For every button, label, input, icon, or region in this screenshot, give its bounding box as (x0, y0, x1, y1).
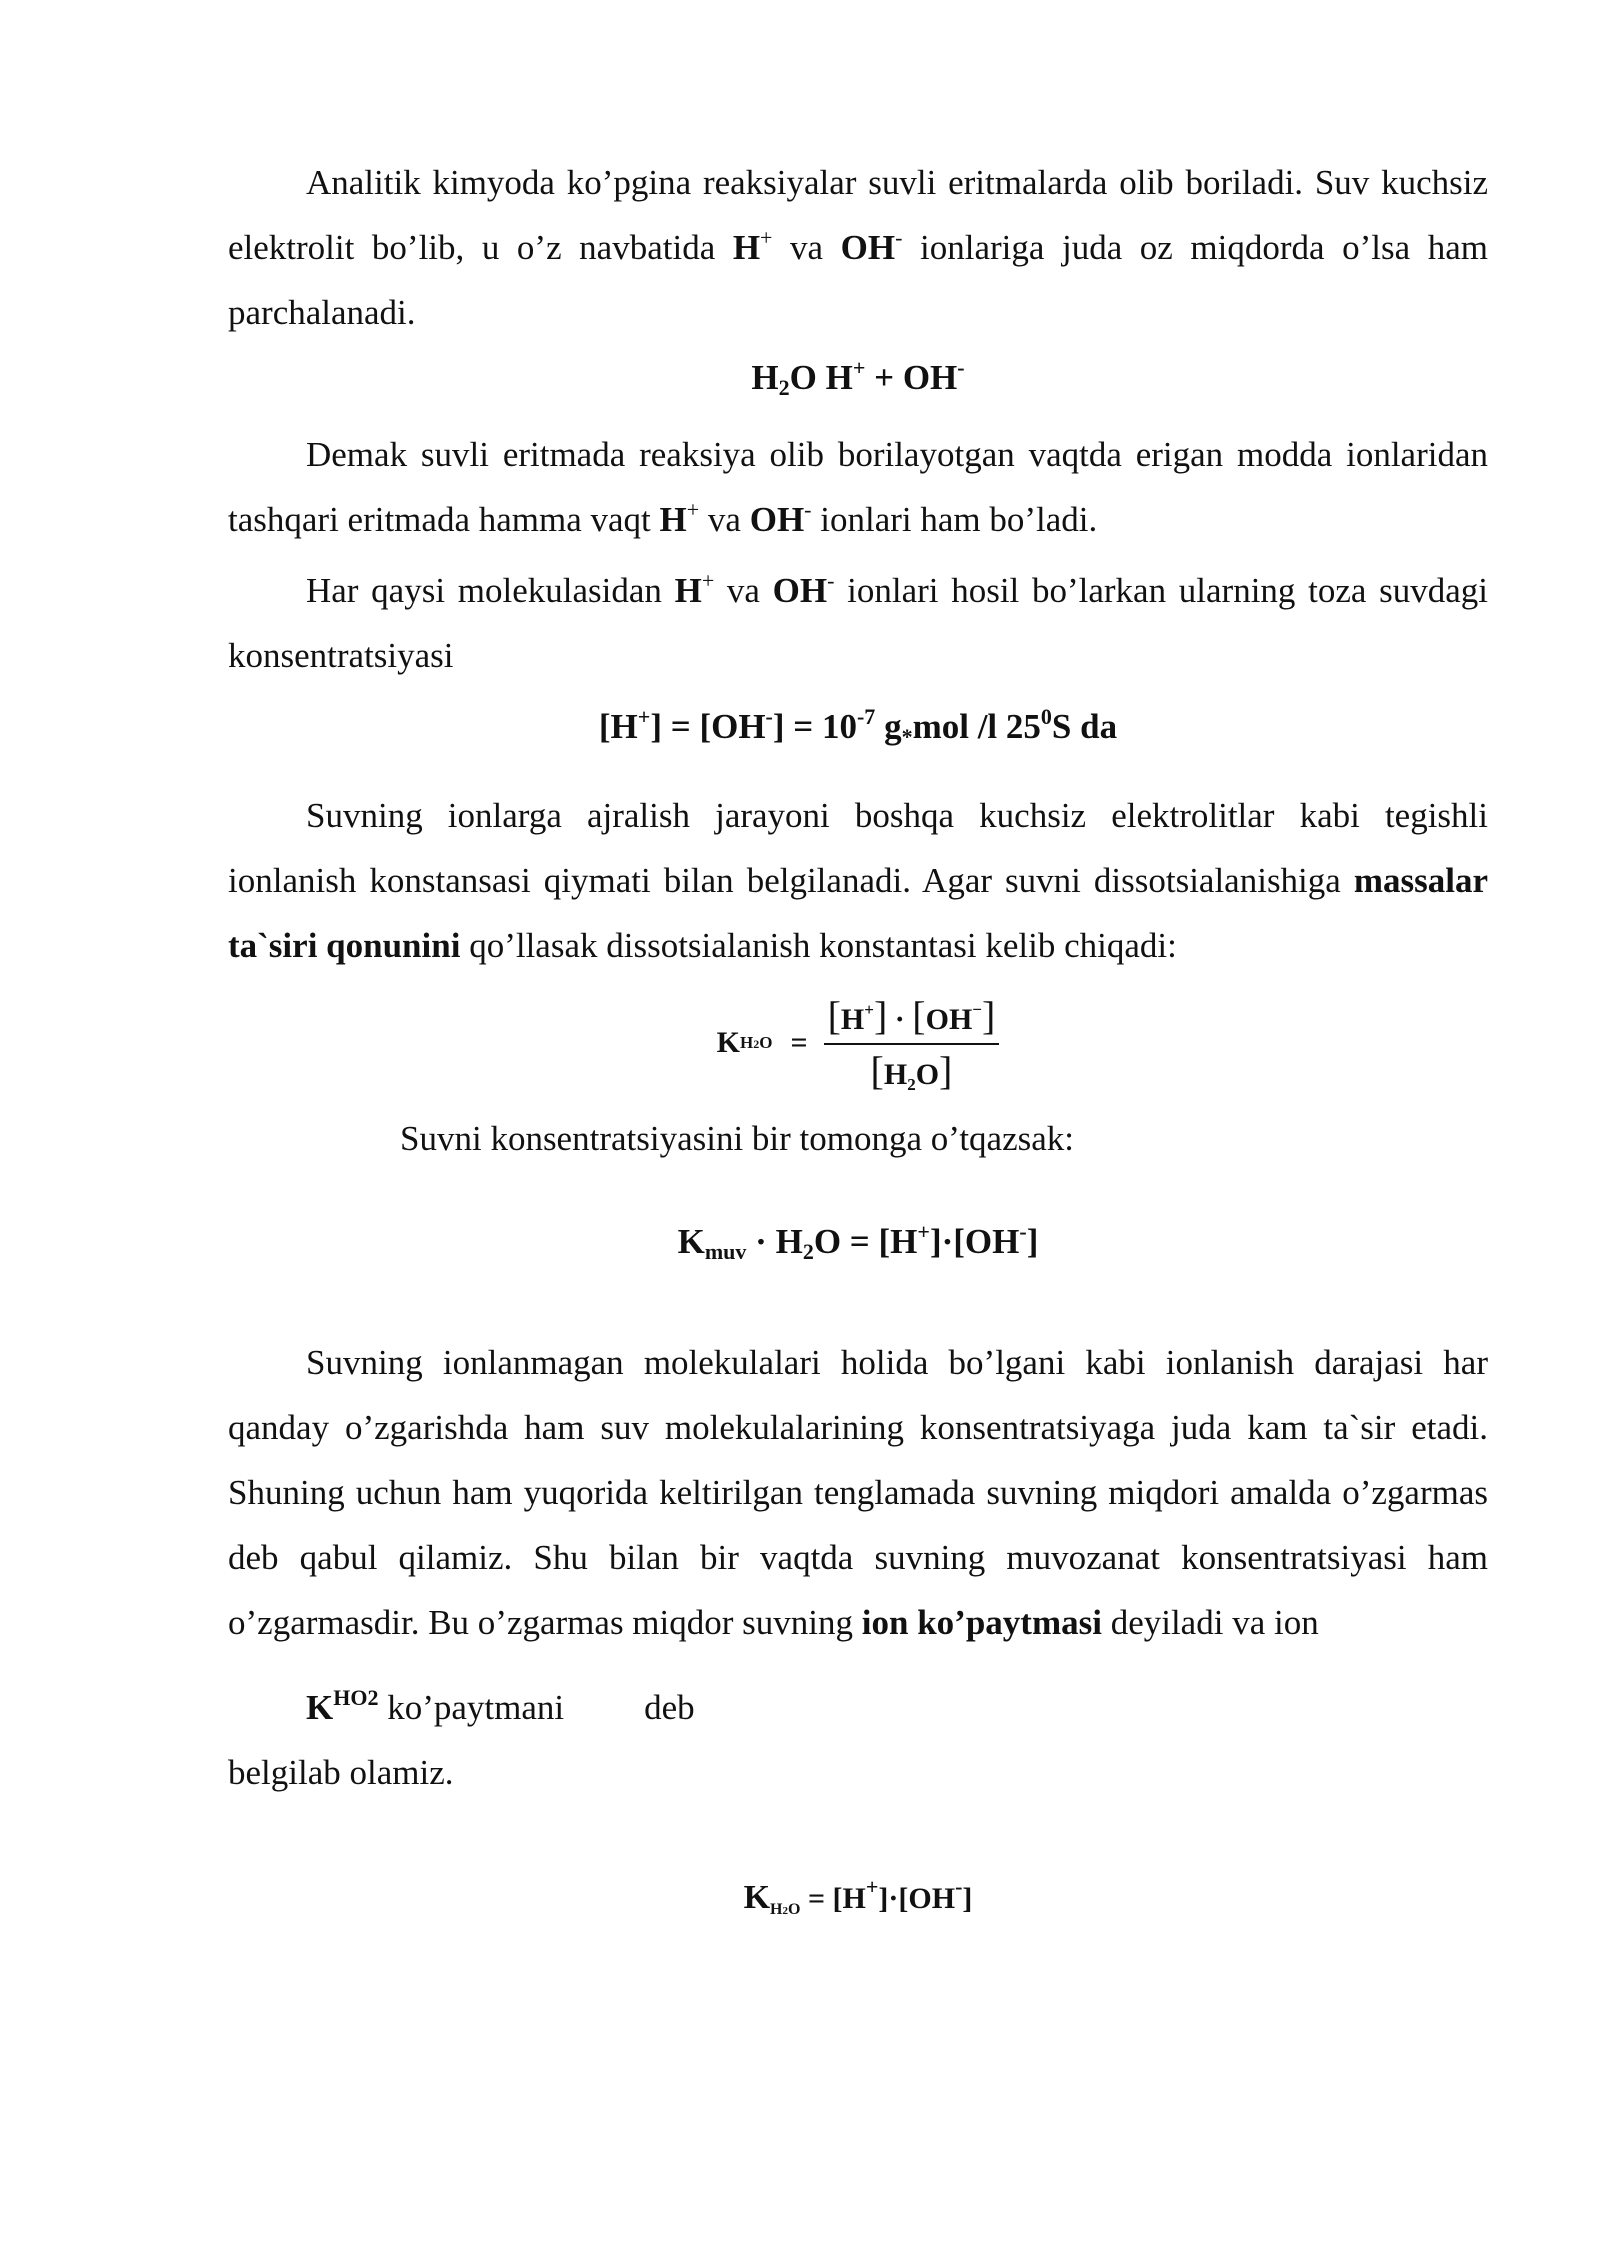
equals-sign: = (790, 1026, 808, 1059)
eq-superscript: - (1019, 1219, 1027, 1244)
charge-minus: - (895, 225, 903, 250)
equation-ion-product (228, 1865, 1488, 1931)
text: ionlariga juda oz miqdorda o’lsa ham parchalanadi. (228, 228, 1488, 332)
eq-text: ]·[OH (878, 1882, 956, 1915)
text: deb (644, 1688, 695, 1727)
eq-superscript: + (864, 1000, 874, 1019)
eq-subscript: 2 (802, 1239, 814, 1264)
eq-superscript: + (917, 1219, 930, 1244)
hydroxide-ion: OH (840, 228, 896, 267)
paragraph-notation-end (228, 1740, 1488, 1805)
eq-text: O (915, 1058, 940, 1091)
text: belgilab olamiz. (228, 1753, 454, 1792)
eq-subscript: 2 (782, 1905, 788, 1917)
text: va (699, 500, 750, 539)
eq-text: ] (962, 1882, 973, 1915)
eq-text: ] (1026, 1222, 1039, 1261)
eq-subscript: * (901, 724, 913, 749)
eq-text: ] = [OH (650, 707, 766, 746)
hydrogen-ion: H (674, 571, 702, 610)
eq-text: + OH (865, 358, 958, 397)
eq-text: g (875, 707, 902, 746)
constant-superscript: HO2 (333, 1685, 379, 1710)
bold-term: massalar ta`siri qonunini (228, 861, 1488, 965)
eq-superscript: - (765, 704, 773, 729)
text: va (714, 571, 773, 610)
constant-symbol (717, 1026, 773, 1060)
eq-subscript: 2 (753, 1036, 760, 1051)
eq-text: K (677, 1222, 705, 1261)
hydrogen-ion: H (732, 228, 761, 267)
eq-subscript: 2 (907, 1075, 916, 1094)
text: Har qaysi molekulasidan (306, 571, 675, 610)
eq-subscript: muv (704, 1239, 747, 1264)
text: Demak suvli eritmada reaksiya olib borilayotgan vaqtda erigan modda ionlaridan tashqari eritmada hamma vaqt (228, 435, 1488, 539)
paragraph-ion-product (228, 1330, 1488, 1655)
fraction (824, 992, 1000, 1094)
eq-text: K (716, 1026, 741, 1059)
text: Suvning ionlarga ajralish jarayoni boshqa kuchsiz elektrolitlar kabi tegishli ionlanish konstansasi qiymati bilan belgilanadi. Agar suvni dissotsialanishiga (228, 796, 1488, 900)
eq-text: H (751, 358, 779, 397)
eq-text: O H (789, 358, 853, 397)
eq-subscript: O (788, 1901, 801, 1918)
eq-exponent: -7 (856, 704, 876, 729)
eq-superscript: - (957, 355, 965, 380)
fraction-denominator: $[H_2O]$ (870, 1048, 953, 1094)
eq-text: O = [H (813, 1222, 918, 1261)
eq-subscript: 2 (778, 375, 790, 400)
paragraph-notation (228, 1675, 1488, 1740)
eq-superscript: + (852, 355, 866, 380)
eq-superscript: - (955, 1874, 963, 1899)
fraction-numerator: [H+] · [OH−] (827, 993, 996, 1038)
hydrogen-ion: H (659, 500, 687, 539)
charge-plus: + (760, 225, 773, 250)
text: qo’llasak dissotsialanish konstantasi kelib chiqadi: (460, 926, 1177, 965)
eq-text: [H (598, 707, 638, 746)
hydroxide-ion: OH (749, 500, 805, 539)
text: ionlari ham bo’ladi. (811, 500, 1098, 539)
constant-symbol: K (306, 1688, 334, 1727)
eq-text: K (743, 1879, 771, 1916)
text: Analitik kimyoda ko’pgina reaksiyalar suvli eritmalarda olib boriladi. Suv kuchsiz elektrolit bo’lib, u o’z navbatida (228, 163, 1488, 267)
bold-term: ion ko’paytmasi (861, 1603, 1102, 1642)
eq-text: OH (925, 1003, 973, 1036)
charge-plus: + (701, 568, 715, 593)
document-page (228, 150, 1488, 1931)
text: Suvning ionlanmagan molekulalari holida bo’lgani kabi ionlanish darajasi har qanday o’zgarishda ham suv molekulalarining konsentratsiyaga juda kam ta`sir etadi. Shuning uchun ham yuqorida keltirilgan tenglamada suvning miqdori amalda o’zgarmas deb qabul qilamiz. Shu bilan bir vaqtda suvning muvozanat konsentratsiyasi ham o’zgarmasdir. Bu o’zgarmas miqdor suvning (228, 1343, 1488, 1642)
eq-superscript: + (637, 704, 651, 729)
charge-plus: + (686, 497, 700, 522)
equation-dissociation (228, 345, 1488, 410)
eq-superscript: − (972, 1000, 982, 1019)
equation-constant-fraction (228, 992, 1488, 1094)
eq-text: mol /l 25 (912, 707, 1041, 746)
text: deyiladi va ion (1101, 1603, 1319, 1642)
paragraph-transfer (228, 1106, 1488, 1171)
eq-subscript: O (759, 1032, 773, 1052)
eq-text: · H (746, 1222, 803, 1261)
eq-subscript: H (770, 1901, 783, 1918)
text: Suvni konsentratsiyasini bir tomonga o’tqazsak: (400, 1119, 1074, 1158)
paragraph-law (228, 783, 1488, 978)
charge-minus: - (804, 497, 812, 522)
text: va (772, 228, 841, 267)
eq-degree: 0 (1040, 704, 1052, 729)
eq-text: · (894, 1003, 905, 1036)
eq-text: ] = 10 (772, 707, 857, 746)
eq-text: ]·[OH (929, 1222, 1020, 1261)
paragraph-intro (228, 150, 1488, 345)
charge-minus: - (827, 568, 835, 593)
equation-concentration (228, 694, 1488, 759)
eq-text: H (840, 1003, 865, 1036)
hydroxide-ion: OH (772, 571, 828, 610)
eq-superscript: + (865, 1874, 879, 1899)
text: ko’paytmani (378, 1688, 565, 1727)
paragraph-ions (228, 422, 1488, 552)
paragraph-concentration (228, 558, 1488, 688)
text: ionlari hosil bo’larkan ularning toza suvdagi konsentratsiyasi (228, 571, 1488, 675)
eq-subscript: H (740, 1032, 754, 1052)
eq-text: S da (1051, 707, 1118, 746)
eq-text: = [H (800, 1882, 866, 1915)
equation-equilibrium (228, 1209, 1488, 1274)
eq-text: H (883, 1058, 908, 1091)
